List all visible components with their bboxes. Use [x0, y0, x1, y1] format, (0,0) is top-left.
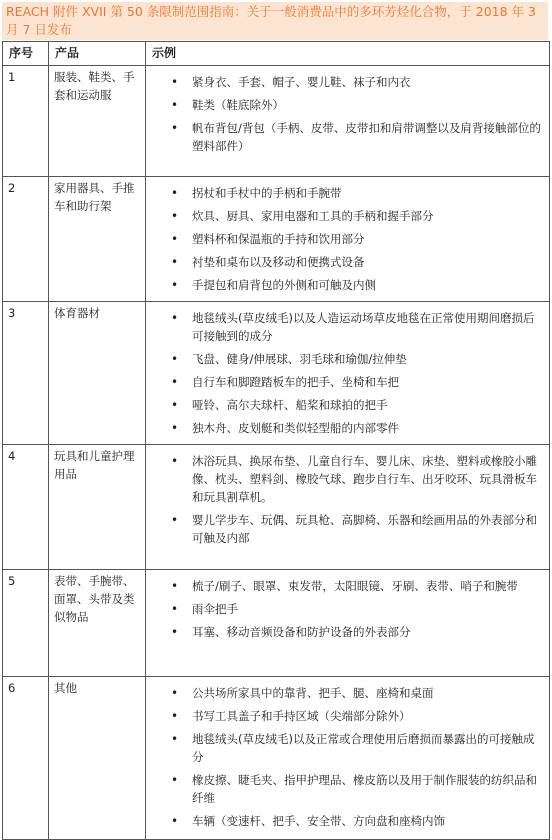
product-category: 家用器具、手推车和助行架	[49, 177, 146, 302]
table-row	[3, 302, 550, 445]
examples-cell	[146, 177, 550, 302]
product-category: 表带、手腕带、面罩、头带及类似物品	[49, 570, 146, 677]
table-row	[3, 445, 550, 570]
header-examples: 示例	[146, 42, 550, 66]
example-item: • 手提包和肩背包的外侧和可触及内侧	[151, 276, 544, 294]
table-row	[3, 66, 550, 177]
examples-list	[151, 679, 544, 830]
example-item: • 炊具、厨具、家用电器和工具的手柄和握手部分	[151, 207, 544, 225]
examples-cell	[146, 677, 550, 840]
product-category: 其他	[49, 677, 146, 840]
example-item: • 紧身衣、手套、帽子、婴儿鞋、袜子和内衣	[151, 73, 544, 91]
product-category: 服装、鞋类、手套和运动服	[49, 66, 146, 177]
example-item: • 飞盘、健身/伸展球、羽毛球和瑜伽/拉伸垫	[151, 350, 544, 368]
examples-cell	[146, 445, 550, 570]
row-number: 4	[3, 445, 49, 570]
example-item: • 自行车和脚蹬踏板车的把手、坐椅和车把	[151, 373, 544, 391]
example-item: • 婴儿学步车、玩偶、玩具枪、高脚椅、乐器和绘画用品的外表部分和可触及内部	[151, 511, 544, 547]
example-item: • 梳子/刷子、眼罩、束发带，太阳眼镜、牙刷、表带、哨子和腕带	[151, 577, 544, 595]
example-item: • 哑铃、高尔夫球杆、船桨和球拍的把手	[151, 396, 544, 414]
table-row	[3, 177, 550, 302]
example-item: • 塑料杯和保温瓶的手持和饮用部分	[151, 230, 544, 248]
document-title: REACH 附件 XVII 第 50 条限制范围指南：关于一般消费品中的多环芳烃化合物，于 2018 年 3 月 7 日发布	[6, 4, 536, 37]
product-category: 玩具和儿童护理用品	[49, 445, 146, 570]
table-body	[3, 66, 550, 840]
example-item: • 地毯绒头(草皮绒毛)以及人造运动场草皮地毯在正常使用期间磨损后可接触到的成分	[151, 309, 544, 345]
examples-cell	[146, 570, 550, 677]
example-item: • 独木舟、皮划艇和类似轻型船的内部零件	[151, 419, 544, 437]
example-item: • 拐杖和手杖中的手柄和手腕带	[151, 184, 544, 202]
example-item: • 公共场所家具中的靠背、把手、腿、座椅和桌面	[151, 684, 544, 702]
row-number: 6	[3, 677, 49, 840]
row-number: 3	[3, 302, 49, 445]
header-product: 产品	[49, 42, 146, 66]
examples-list	[151, 179, 544, 294]
product-category: 体育器材	[49, 302, 146, 445]
examples-list	[151, 572, 544, 641]
row-number: 5	[3, 570, 49, 677]
example-item: • 书写工具盖子和手持区域（尖端部分除外）	[151, 707, 544, 725]
example-item: • 橡皮擦、睫毛夹、指甲护理品、橡皮筋以及用于制作服装的纺织品和纤维	[151, 771, 544, 807]
restriction-table	[2, 41, 550, 840]
examples-list	[151, 304, 544, 437]
table-header-row	[3, 42, 550, 66]
examples-cell	[146, 302, 550, 445]
table-row	[3, 677, 550, 840]
table-row	[3, 570, 550, 677]
example-item: • 耳塞、移动音频设备和防护设备的外表部分	[151, 623, 544, 641]
example-item: • 雨伞把手	[151, 600, 544, 618]
example-item: • 鞋类（鞋底除外）	[151, 96, 544, 114]
row-number: 1	[3, 66, 49, 177]
examples-cell	[146, 66, 550, 177]
example-item: • 沐浴玩具、换尿布垫、儿童自行车、婴儿床、床垫、塑料或橡胶小雕像、枕头、塑料剑、橡胶气球、跑步自行车、出牙咬环、玩具滑板车和玩具割草机。	[151, 452, 544, 506]
title-banner	[2, 2, 548, 40]
header-number: 序号	[3, 42, 49, 66]
example-item: • 帆布背包/背包（手柄、皮带、皮带扣和肩带调整以及肩背接触部位的塑料部件）	[151, 119, 544, 155]
example-item: • 地毯绒头(草皮绒毛)以及正常或合理使用后磨损而暴露出的可接触成分	[151, 730, 544, 766]
examples-list	[151, 447, 544, 547]
example-item: • 车辆（变速杆、把手、安全带、方向盘和座椅内饰	[151, 812, 544, 830]
row-number: 2	[3, 177, 49, 302]
example-item: • 衬垫和桌布以及移动和便携式设备	[151, 253, 544, 271]
examples-list	[151, 68, 544, 155]
